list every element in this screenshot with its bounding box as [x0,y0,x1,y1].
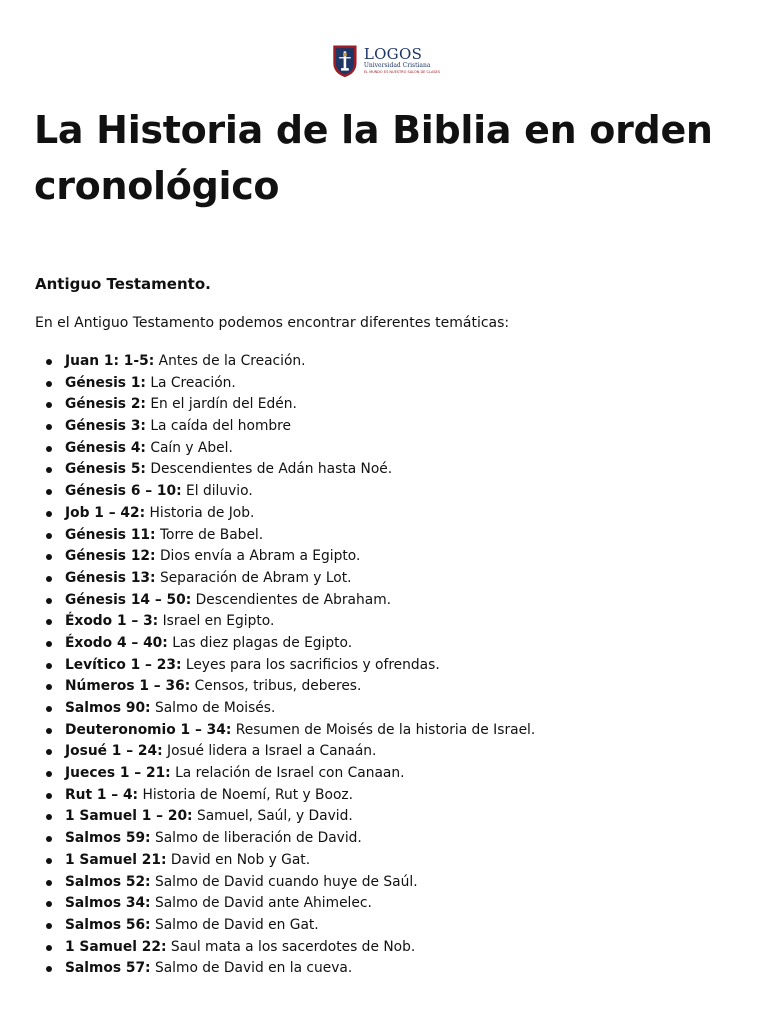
list-item [45,394,745,416]
bullet-icon [46,728,52,734]
list-item [45,633,745,655]
event-description: En el jardín del Edén. [150,396,297,413]
list-item [45,438,745,460]
list-item [45,590,745,612]
scripture-reference: Génesis 12: [65,548,156,565]
event-description: El diluvio. [186,483,253,500]
bullet-icon [46,511,52,517]
event-description: Historia de Noemí, Rut y Booz. [142,786,354,803]
event-list [45,351,745,980]
scripture-reference: 1 Samuel 21: [65,851,167,868]
shield-icon [332,34,358,88]
list-item [45,958,745,980]
scripture-reference: Génesis 13: [65,569,156,586]
bullet-icon [46,381,52,387]
event-description: La relación de Israel con Canaan. [175,765,405,782]
event-description: La caída del hombre [150,418,292,435]
scripture-reference: Éxodo 4 – 40: [65,634,168,651]
event-description: Salmo de liberación de David. [154,830,362,847]
list-item [45,937,745,959]
bullet-icon [46,402,52,408]
bullet-icon [46,446,52,452]
bullet-icon [46,489,52,495]
event-description: Leyes para los sacrificios y ofrendas. [185,656,440,673]
bullet-icon [46,424,52,430]
scripture-reference: Jueces 1 – 21: [65,765,171,782]
bullet-icon [46,576,52,582]
event-description: La Creación. [150,374,236,391]
list-item [45,373,745,395]
event-description: Salmo de David cuando huye de Saúl. [154,873,418,890]
event-description: Salmo de David ante Ahimelec. [154,895,372,912]
list-item [45,546,745,568]
list-item [45,915,745,937]
scripture-reference: Génesis 5: [65,461,146,478]
list-item [45,763,745,785]
list-item [45,351,745,373]
scripture-reference: Génesis 2: [65,396,146,413]
event-description: Historia de Job. [149,504,255,521]
bullet-icon [46,880,52,886]
bullet-icon [46,706,52,712]
list-item [45,503,745,525]
bullet-icon [46,923,52,929]
scripture-reference: Salmos 34: [65,895,151,912]
event-description: Dios envía a Abram a Egipto. [159,548,361,565]
scripture-reference: Job 1 – 42: [65,504,146,521]
bullet-icon [46,858,52,864]
bullet-icon [46,749,52,755]
event-description: Salmo de Moisés. [154,700,276,716]
scripture-reference: Génesis 6 – 10: [65,483,182,500]
list-item [45,806,745,828]
list-item [45,893,745,915]
page-title: La Historia de la Biblia en orden cronológico [34,108,713,208]
section-heading: Antiguo Testamento. [35,275,211,293]
list-item [45,655,745,677]
event-description: Antes de la Creación. [158,353,306,369]
event-description: Torre de Babel. [159,526,264,543]
list-item [45,459,745,481]
bullet-icon [46,359,52,365]
event-description: Caín y Abel. [150,439,233,456]
list-item [45,698,745,720]
scripture-reference: Éxodo 1 – 3: [65,613,159,630]
scripture-reference: Rut 1 – 4: [65,786,139,803]
list-item [45,568,745,590]
scripture-reference: Levítico 1 – 23: [65,656,182,673]
event-description: Josué lidera a Israel a Canaán. [167,743,377,760]
bullet-icon [46,771,52,777]
scripture-reference: Números 1 – 36: [65,678,191,695]
list-item [45,676,745,698]
scripture-reference: Génesis 1: [65,374,146,391]
scripture-reference: Salmos 52: [65,873,151,890]
event-description: Salmo de David en la cueva. [154,960,353,977]
event-description: Las diez plagas de Egipto. [172,634,353,651]
bullet-icon [46,836,52,842]
scripture-reference: 1 Samuel 1 – 20: [65,808,193,825]
logo [332,34,440,88]
event-description: Saul mata a los sacerdotes de Nob. [170,938,416,955]
scripture-reference: 1 Samuel 22: [65,938,167,955]
list-item [45,741,745,763]
event-description: Separación de Abram y Lot. [159,569,352,586]
bullet-icon [46,663,52,669]
event-description: Samuel, Saúl, y David. [196,808,353,825]
bullet-icon [46,533,52,539]
event-description: David en Nob y Gat. [170,851,311,868]
bullet-icon [46,945,52,951]
bullet-icon [46,966,52,972]
list-item [45,785,745,807]
list-item [45,416,745,438]
event-description: Descendientes de Abraham. [195,591,392,608]
bullet-icon [46,814,52,820]
event-description: Descendientes de Adán hasta Noé. [150,461,393,478]
intro-paragraph: En el Antiguo Testamento podemos encontrar diferentes temáticas: [35,315,510,331]
scripture-reference: Génesis 3: [65,418,146,435]
bullet-icon [46,641,52,647]
bullet-icon [46,793,52,799]
bullet-icon [46,554,52,560]
list-item [45,481,745,503]
scripture-reference: Salmos 57: [65,960,151,977]
bullet-icon [46,684,52,690]
list-item [45,850,745,872]
scripture-reference: Salmos 59: [65,830,151,847]
scripture-reference: Génesis 11: [65,526,156,543]
list-item [45,828,745,850]
scripture-reference: Salmos 56: [65,916,151,933]
list-item [45,525,745,547]
logo-tagline: EL MUNDO ES NUESTRO SALÓN DE CLASES [363,70,440,75]
scripture-reference: Deuteronomio 1 – 34: [65,721,232,738]
scripture-reference: Josué 1 – 24: [65,743,163,760]
list-item [45,611,745,633]
logo-subtitle: Universidad Cristiana [363,62,431,70]
list-item [45,872,745,894]
bullet-icon [46,598,52,604]
event-description: Resumen de Moisés de la historia de Israel. [235,721,536,738]
event-description: Censos, tribus, deberes. [194,678,362,695]
bullet-icon [46,619,52,625]
bullet-icon [46,901,52,907]
scripture-reference: Génesis 4: [65,439,146,456]
scripture-reference: Salmos 90: [65,700,151,716]
scripture-reference: Juan 1: 1-5: [65,353,155,369]
bullet-icon [46,467,52,473]
event-description: Salmo de David en Gat. [154,916,319,933]
list-item [45,720,745,742]
event-description: Israel en Egipto. [162,613,275,630]
scripture-reference: Génesis 14 – 50: [65,591,192,608]
logo-name: LOGOS [363,45,423,64]
